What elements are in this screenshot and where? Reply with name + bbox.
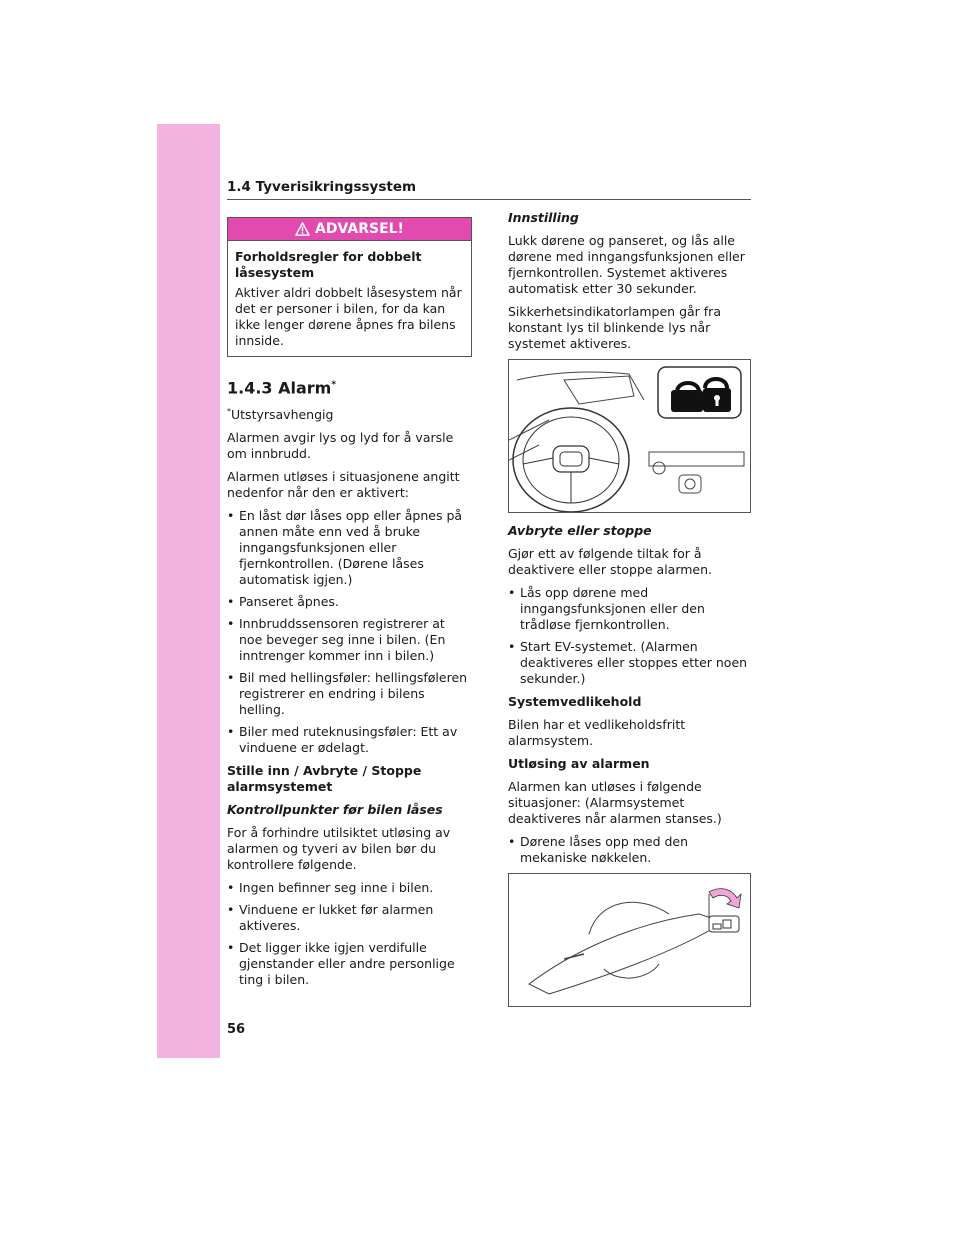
door-handle-illustration bbox=[508, 873, 751, 1007]
note-text: Utstyrsavhengig bbox=[231, 407, 334, 423]
list-item: • Innbruddssensoren registrerer at noe beveger seg inne i bilen. (En inntrenger kommer inn i bilen.) bbox=[227, 616, 472, 664]
indicator-paragraph: Sikkerhetsindikatorlampen går fra konstant lys til blinkende lys når systemet aktiveres. bbox=[508, 304, 721, 351]
alarm-heading-mark: * bbox=[331, 380, 337, 390]
setting-paragraph: Lukk dørene og panseret, og lås alle dørene med inngangsfunksjonen eller fjernkontrollen. Systemet aktiveres automatisk etter 30 sekunder. bbox=[508, 233, 745, 296]
cancel-list bbox=[508, 585, 753, 687]
warning-title: ADVARSEL! bbox=[315, 221, 404, 237]
cancel-paragraph: Gjør ett av følgende tiltak for å deaktivere eller stoppe alarmen. bbox=[508, 546, 713, 577]
intro-paragraph: Alarmen avgir lys og lyd for å varsle om innbrudd. bbox=[227, 430, 454, 462]
maintenance-heading: Systemvedlikehold bbox=[508, 694, 642, 709]
alarm-heading bbox=[227, 375, 472, 398]
side-band bbox=[157, 124, 220, 1058]
right-column bbox=[508, 210, 753, 1017]
warning-text: Aktiver aldri dobbelt låsesystem når det er personer i bilen, for da kan ikke lenger dørene åpnes fra bilens innside. bbox=[235, 285, 462, 348]
header-rule bbox=[227, 199, 751, 200]
section-header: 1.4 Tyverisikringssystem bbox=[227, 179, 417, 195]
door-handle-drawing bbox=[509, 874, 750, 1006]
cancel-subheading: Avbryte eller stoppe bbox=[508, 523, 652, 538]
list-item: • Dørene låses opp med den mekaniske nøkkelen. bbox=[508, 834, 753, 866]
equipment-note bbox=[227, 404, 472, 423]
setting-subheading: Innstilling bbox=[508, 210, 579, 225]
setup-heading: Stille inn / Avbryte / Stoppe alarmsystemet bbox=[227, 763, 422, 795]
checkpoints-paragraph: For å forhindre utilsiktet utløsing av alarmen og tyveri av bilen bør du kontrollere følgende. bbox=[227, 825, 451, 873]
list-item: • Lås opp dørene med inngangsfunksjonen eller den trådløse fjernkontrollen. bbox=[508, 585, 753, 633]
warning-triangle-icon bbox=[295, 222, 310, 236]
list-item: • Ingen befinner seg inne i bilen. bbox=[227, 880, 472, 896]
dashboard-illustration bbox=[508, 359, 751, 513]
warning-box bbox=[227, 217, 472, 357]
dashboard-drawing bbox=[509, 360, 750, 512]
trigger-heading: Utløsing av alarmen bbox=[508, 756, 650, 771]
checkpoints-subheading: Kontrollpunkter før bilen låses bbox=[227, 802, 443, 818]
list-item: • Start EV-systemet. (Alarmen deaktiveres eller stoppes etter noen sekunder.) bbox=[508, 639, 753, 687]
left-column bbox=[227, 217, 472, 995]
maintenance-paragraph: Bilen har et vedlikeholdsfritt alarmsystem. bbox=[508, 717, 686, 748]
list-item: • Vinduene er lukket før alarmen aktiveres. bbox=[227, 902, 472, 934]
list-item: • Biler med ruteknusingsføler: Ett av vinduene er ødelagt. bbox=[227, 724, 472, 756]
list-item: • Det ligger ikke igjen verdifulle gjenstander eller andre personlige ting i bilen. bbox=[227, 940, 472, 988]
trigger-list bbox=[227, 508, 472, 756]
list-item: • Bil med hellingsføler: hellingsføleren registrerer en endring i bilens helling. bbox=[227, 670, 472, 718]
list-item: • En låst dør låses opp eller åpnes på annen måte enn ved å bruke inngangsfunksjonen eller fjernkontrollen. (Dørene låses automatisk igjen.) bbox=[227, 508, 472, 588]
situations-list bbox=[508, 834, 753, 866]
checkpoints-list bbox=[227, 880, 472, 988]
warning-subtitle: Forholdsregler for dobbelt låsesystem bbox=[235, 249, 422, 280]
warning-header bbox=[228, 218, 471, 241]
warning-body bbox=[228, 241, 471, 356]
alarm-heading-text: 1.4.3 Alarm bbox=[227, 378, 332, 398]
situations-paragraph: Alarmen kan utløses i følgende situasjoner: (Alarmsystemet deaktiveres når alarmen stanses.) bbox=[508, 779, 722, 826]
list-item: • Panseret åpnes. bbox=[227, 594, 472, 610]
page-number: 56 bbox=[227, 1022, 246, 1037]
trigger-paragraph: Alarmen utløses i situasjonene angitt nedenfor når den er aktivert: bbox=[227, 469, 460, 501]
note-mark: * bbox=[227, 407, 231, 417]
